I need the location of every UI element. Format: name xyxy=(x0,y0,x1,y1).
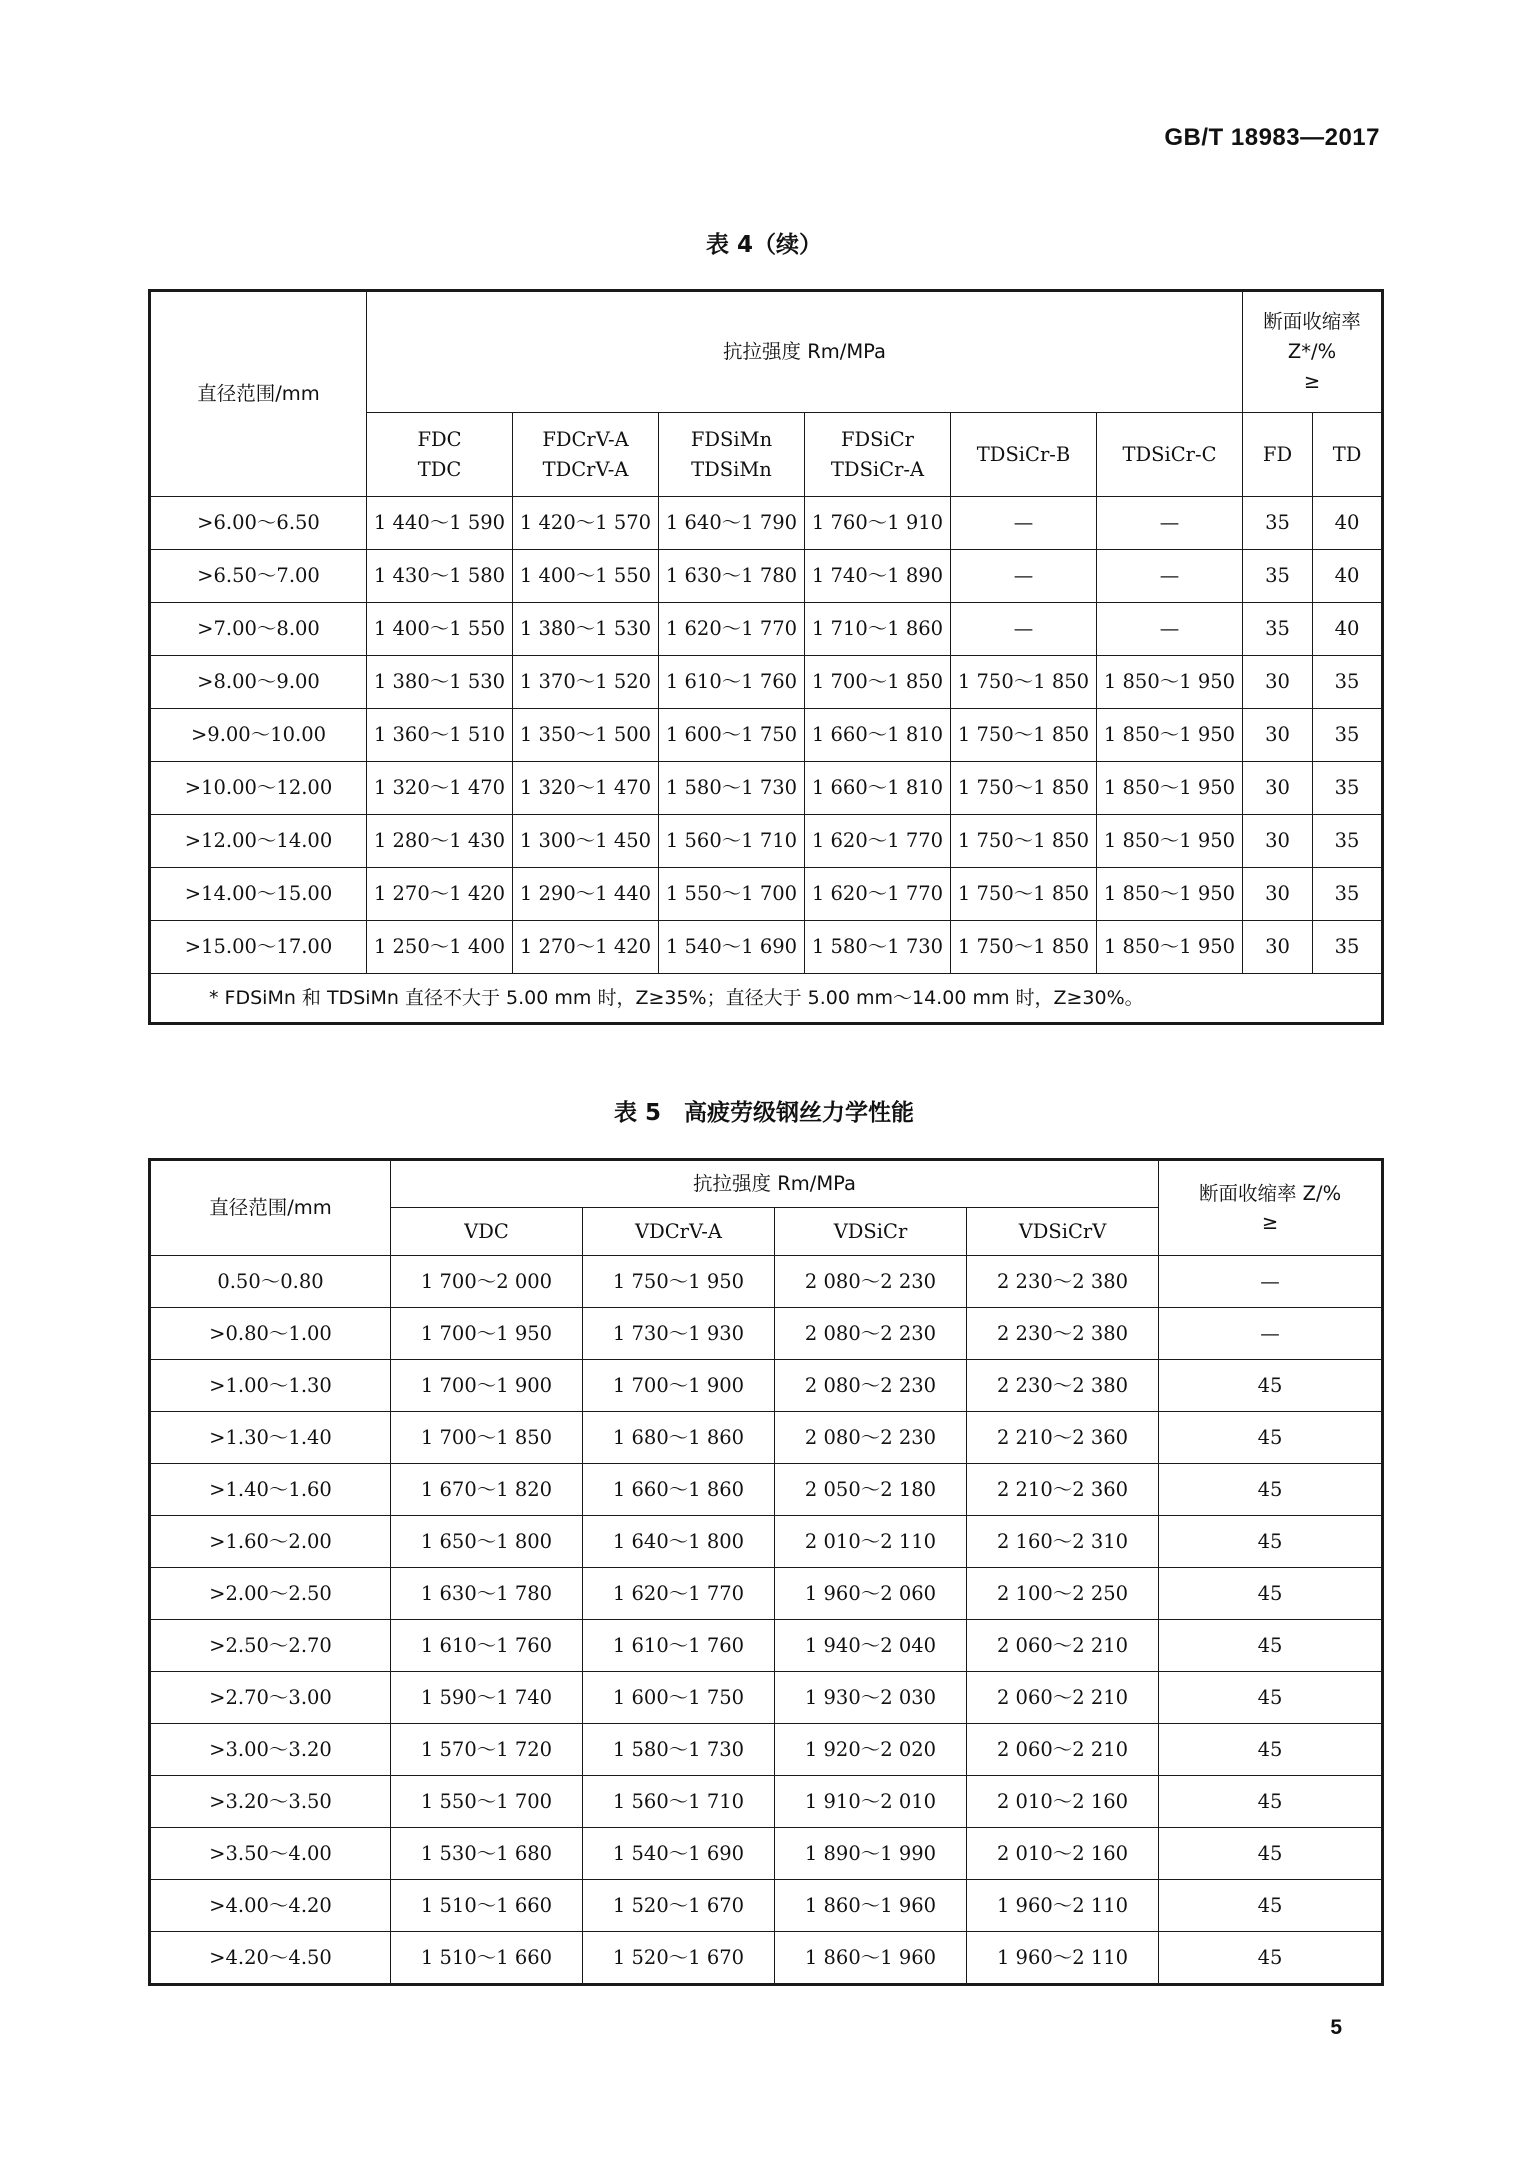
value-cell: 2 230～2 380 xyxy=(967,1360,1159,1412)
grade-header: VDC xyxy=(391,1208,583,1256)
value-cell: 1 570～1 720 xyxy=(391,1724,583,1776)
table-row xyxy=(150,1516,1383,1568)
diameter-cell: >2.00～2.50 xyxy=(150,1568,391,1620)
value-cell: 1 750～1 850 xyxy=(951,815,1097,868)
table4 xyxy=(148,289,1384,1025)
value-cell: 1 270～1 420 xyxy=(513,921,659,974)
value-cell: 1 290～1 440 xyxy=(513,868,659,921)
value-cell: 40 xyxy=(1313,603,1383,656)
value-cell: 1 850～1 950 xyxy=(1097,709,1243,762)
value-cell: 1 650～1 800 xyxy=(391,1516,583,1568)
table-row xyxy=(150,1412,1383,1464)
value-cell: 45 xyxy=(1159,1828,1383,1880)
value-cell: 1 680～1 860 xyxy=(583,1412,775,1464)
value-cell: 1 750～1 850 xyxy=(951,762,1097,815)
value-cell: 2 100～2 250 xyxy=(967,1568,1159,1620)
value-cell: 1 860～1 960 xyxy=(775,1932,967,1985)
value-cell: 1 580～1 730 xyxy=(805,921,951,974)
value-cell: — xyxy=(951,550,1097,603)
value-cell: 35 xyxy=(1243,550,1313,603)
diameter-cell: >2.50～2.70 xyxy=(150,1620,391,1672)
value-cell: 2 080～2 230 xyxy=(775,1412,967,1464)
value-cell: 1 610～1 760 xyxy=(583,1620,775,1672)
value-cell: 1 380～1 530 xyxy=(367,656,513,709)
value-cell: 1 400～1 550 xyxy=(513,550,659,603)
reduction-col-header: TD xyxy=(1313,413,1383,497)
value-cell: 1 360～1 510 xyxy=(367,709,513,762)
value-cell: 45 xyxy=(1159,1360,1383,1412)
page-number: 5 xyxy=(1330,2016,1342,2039)
value-cell: 1 890～1 990 xyxy=(775,1828,967,1880)
diameter-header: 直径范围/mm xyxy=(150,291,367,497)
value-cell: 2 060～2 210 xyxy=(967,1620,1159,1672)
diameter-cell: >1.60～2.00 xyxy=(150,1516,391,1568)
table-row xyxy=(150,1568,1383,1620)
value-cell: 30 xyxy=(1243,762,1313,815)
value-cell: 1 750～1 850 xyxy=(951,868,1097,921)
grade-header xyxy=(951,413,1097,497)
value-cell: 1 920～2 020 xyxy=(775,1724,967,1776)
diameter-cell: >9.00～10.00 xyxy=(150,709,367,762)
value-cell: 1 610～1 760 xyxy=(659,656,805,709)
value-cell: — xyxy=(1159,1308,1383,1360)
diameter-cell: >1.00～1.30 xyxy=(150,1360,391,1412)
table-row xyxy=(150,1672,1383,1724)
value-cell: 1 620～1 770 xyxy=(659,603,805,656)
value-cell: 1 540～1 690 xyxy=(659,921,805,974)
value-cell: 1 430～1 580 xyxy=(367,550,513,603)
diameter-cell: >2.70～3.00 xyxy=(150,1672,391,1724)
value-cell: 1 610～1 760 xyxy=(391,1620,583,1672)
value-cell: 35 xyxy=(1313,815,1383,868)
value-cell: 1 580～1 730 xyxy=(659,762,805,815)
grade-label: FDC xyxy=(417,428,462,452)
grade-header xyxy=(513,413,659,497)
value-cell: 1 550～1 700 xyxy=(391,1776,583,1828)
reduction-header: 断面收缩率 Z*/% ≥ xyxy=(1243,291,1383,413)
value-cell: 1 600～1 750 xyxy=(659,709,805,762)
value-cell: 1 320～1 470 xyxy=(513,762,659,815)
value-cell: — xyxy=(951,603,1097,656)
value-cell: 1 640～1 800 xyxy=(583,1516,775,1568)
table-row xyxy=(150,1724,1383,1776)
value-cell: 45 xyxy=(1159,1724,1383,1776)
value-cell: 1 850～1 950 xyxy=(1097,656,1243,709)
value-cell: 1 750～1 850 xyxy=(951,709,1097,762)
value-cell: 1 550～1 700 xyxy=(659,868,805,921)
table-row xyxy=(150,603,1383,656)
value-cell: 2 010～2 160 xyxy=(967,1776,1159,1828)
strength-header: 抗拉强度 Rm/MPa xyxy=(391,1160,1159,1208)
diameter-cell: >7.00～8.00 xyxy=(150,603,367,656)
value-cell: 2 060～2 210 xyxy=(967,1672,1159,1724)
value-cell: 1 510～1 660 xyxy=(391,1932,583,1985)
value-cell: 1 860～1 960 xyxy=(775,1880,967,1932)
grade-header: VDCrV-A xyxy=(583,1208,775,1256)
value-cell: 1 700～1 850 xyxy=(805,656,951,709)
value-cell: 1 910～2 010 xyxy=(775,1776,967,1828)
value-cell: 2 210～2 360 xyxy=(967,1412,1159,1464)
value-cell: 45 xyxy=(1159,1412,1383,1464)
value-cell: 2 210～2 360 xyxy=(967,1464,1159,1516)
value-cell: 1 320～1 470 xyxy=(367,762,513,815)
table5 xyxy=(148,1158,1384,1986)
grade-label: TDSiCr-C xyxy=(1122,442,1217,466)
table-row xyxy=(150,550,1383,603)
value-cell: 45 xyxy=(1159,1880,1383,1932)
footnote: * FDSiMn 和 TDSiMn 直径不大于 5.00 mm 时，Z≥35%；直径大于 5.00 mm～14.00 mm 时，Z≥30%。 xyxy=(150,974,1383,1024)
value-cell: 1 700～1 900 xyxy=(583,1360,775,1412)
diameter-cell: >8.00～9.00 xyxy=(150,656,367,709)
value-cell: 45 xyxy=(1159,1620,1383,1672)
grade-label: FDCrV-A xyxy=(542,428,629,452)
value-cell: 1 250～1 400 xyxy=(367,921,513,974)
value-cell: 30 xyxy=(1243,868,1313,921)
value-cell: 35 xyxy=(1243,603,1313,656)
value-cell: 40 xyxy=(1313,497,1383,550)
value-cell: 1 560～1 710 xyxy=(583,1776,775,1828)
grade-header xyxy=(805,413,951,497)
value-cell: 1 520～1 670 xyxy=(583,1932,775,1985)
value-cell: 1 530～1 680 xyxy=(391,1828,583,1880)
value-cell: 1 750～1 950 xyxy=(583,1256,775,1308)
value-cell: 1 960～2 110 xyxy=(967,1880,1159,1932)
standard-number: GB/T 18983—2017 xyxy=(1164,124,1380,151)
value-cell: 2 230～2 380 xyxy=(967,1308,1159,1360)
value-cell: 2 160～2 310 xyxy=(967,1516,1159,1568)
value-cell: 2 080～2 230 xyxy=(775,1256,967,1308)
value-cell: 2 050～2 180 xyxy=(775,1464,967,1516)
value-cell: 1 620～1 770 xyxy=(805,815,951,868)
value-cell: 1 700～1 850 xyxy=(391,1412,583,1464)
value-cell: 35 xyxy=(1313,656,1383,709)
value-cell: 1 850～1 950 xyxy=(1097,815,1243,868)
table-row xyxy=(150,1464,1383,1516)
diameter-cell: 0.50～0.80 xyxy=(150,1256,391,1308)
value-cell: 1 750～1 850 xyxy=(951,921,1097,974)
table-row xyxy=(150,921,1383,974)
value-cell: 35 xyxy=(1313,921,1383,974)
table-row xyxy=(150,1776,1383,1828)
grade-label: TDCrV-A xyxy=(542,457,629,481)
value-cell: 45 xyxy=(1159,1932,1383,1985)
value-cell: 1 850～1 950 xyxy=(1097,868,1243,921)
strength-header: 抗拉强度 Rm/MPa xyxy=(367,291,1243,413)
value-cell: 1 660～1 810 xyxy=(805,709,951,762)
value-cell: 2 080～2 230 xyxy=(775,1360,967,1412)
value-cell: 45 xyxy=(1159,1516,1383,1568)
table4-caption: 表 4（续） xyxy=(705,232,822,258)
diameter-cell: >3.50～4.00 xyxy=(150,1828,391,1880)
table-row xyxy=(150,762,1383,815)
reduction-header: 断面收缩率 Z/% ≥ xyxy=(1159,1160,1383,1256)
table-row xyxy=(150,709,1383,762)
value-cell: 1 940～2 040 xyxy=(775,1620,967,1672)
grade-label: TDC xyxy=(417,457,462,481)
table-row xyxy=(150,1828,1383,1880)
value-cell: — xyxy=(951,497,1097,550)
diameter-cell: >3.00～3.20 xyxy=(150,1724,391,1776)
value-cell: 1 560～1 710 xyxy=(659,815,805,868)
table-row xyxy=(150,656,1383,709)
value-cell: 1 700～1 900 xyxy=(391,1360,583,1412)
table5-caption: 表 5 高疲劳级钢丝力学性能 xyxy=(613,1100,914,1126)
diameter-cell: >0.80～1.00 xyxy=(150,1308,391,1360)
diameter-cell: >6.50～7.00 xyxy=(150,550,367,603)
diameter-cell: >1.30～1.40 xyxy=(150,1412,391,1464)
value-cell: 1 930～2 030 xyxy=(775,1672,967,1724)
value-cell: 45 xyxy=(1159,1776,1383,1828)
diameter-cell: >14.00～15.00 xyxy=(150,868,367,921)
value-cell: 35 xyxy=(1313,709,1383,762)
value-cell: 1 850～1 950 xyxy=(1097,762,1243,815)
value-cell: 1 700～2 000 xyxy=(391,1256,583,1308)
table-row xyxy=(150,1932,1383,1985)
value-cell: 35 xyxy=(1313,762,1383,815)
value-cell: 1 670～1 820 xyxy=(391,1464,583,1516)
value-cell: — xyxy=(1097,497,1243,550)
value-cell: 2 060～2 210 xyxy=(967,1724,1159,1776)
diameter-cell: >3.20～3.50 xyxy=(150,1776,391,1828)
diameter-cell: >6.00～6.50 xyxy=(150,497,367,550)
value-cell: 1 750～1 850 xyxy=(951,656,1097,709)
value-cell: 1 710～1 860 xyxy=(805,603,951,656)
diameter-cell: >4.20～4.50 xyxy=(150,1932,391,1985)
value-cell: 1 590～1 740 xyxy=(391,1672,583,1724)
value-cell: 1 510～1 660 xyxy=(391,1880,583,1932)
value-cell: 1 760～1 910 xyxy=(805,497,951,550)
table-row xyxy=(150,868,1383,921)
value-cell: 2 080～2 230 xyxy=(775,1308,967,1360)
grade-label: TDSiCr-A xyxy=(830,457,925,481)
table-row xyxy=(150,1256,1383,1308)
value-cell: 30 xyxy=(1243,815,1313,868)
value-cell: 1 440～1 590 xyxy=(367,497,513,550)
value-cell: 35 xyxy=(1313,868,1383,921)
value-cell: 45 xyxy=(1159,1464,1383,1516)
value-cell: — xyxy=(1097,550,1243,603)
table-row xyxy=(150,1308,1383,1360)
value-cell: 1 280～1 430 xyxy=(367,815,513,868)
grade-header: VDSiCr xyxy=(775,1208,967,1256)
grade-header xyxy=(367,413,513,497)
diameter-cell: >4.00～4.20 xyxy=(150,1880,391,1932)
value-cell: 1 620～1 770 xyxy=(805,868,951,921)
value-cell: 1 660～1 860 xyxy=(583,1464,775,1516)
value-cell: 1 600～1 750 xyxy=(583,1672,775,1724)
table-row xyxy=(150,1620,1383,1672)
grade-label: TDSiMn xyxy=(691,457,772,481)
value-cell: 1 370～1 520 xyxy=(513,656,659,709)
value-cell: 2 010～2 160 xyxy=(967,1828,1159,1880)
value-cell: 1 350～1 500 xyxy=(513,709,659,762)
value-cell: 1 520～1 670 xyxy=(583,1880,775,1932)
value-cell: — xyxy=(1159,1256,1383,1308)
value-cell: 1 420～1 570 xyxy=(513,497,659,550)
value-cell: 1 300～1 450 xyxy=(513,815,659,868)
value-cell: 30 xyxy=(1243,656,1313,709)
table-row xyxy=(150,497,1383,550)
value-cell: 1 960～2 110 xyxy=(967,1932,1159,1985)
value-cell: 40 xyxy=(1313,550,1383,603)
diameter-cell: >1.40～1.60 xyxy=(150,1464,391,1516)
diameter-cell: >10.00～12.00 xyxy=(150,762,367,815)
value-cell: 45 xyxy=(1159,1672,1383,1724)
table-row xyxy=(150,1360,1383,1412)
value-cell: 1 630～1 780 xyxy=(391,1568,583,1620)
grade-label: FDSiCr xyxy=(840,428,914,452)
value-cell: 1 630～1 780 xyxy=(659,550,805,603)
grade-header xyxy=(659,413,805,497)
grade-header: VDSiCrV xyxy=(967,1208,1159,1256)
value-cell: 1 850～1 950 xyxy=(1097,921,1243,974)
reduction-col-header: FD xyxy=(1243,413,1313,497)
grade-header xyxy=(1097,413,1243,497)
value-cell: 1 740～1 890 xyxy=(805,550,951,603)
value-cell: 1 380～1 530 xyxy=(513,603,659,656)
value-cell: 35 xyxy=(1243,497,1313,550)
diameter-cell: >12.00～14.00 xyxy=(150,815,367,868)
value-cell: 1 700～1 950 xyxy=(391,1308,583,1360)
value-cell: 1 620～1 770 xyxy=(583,1568,775,1620)
value-cell: 1 540～1 690 xyxy=(583,1828,775,1880)
value-cell: 1 660～1 810 xyxy=(805,762,951,815)
value-cell: 1 960～2 060 xyxy=(775,1568,967,1620)
value-cell: 2 010～2 110 xyxy=(775,1516,967,1568)
table-row xyxy=(150,1880,1383,1932)
grade-label: TDSiCr-B xyxy=(976,442,1071,466)
grade-label: FDSiMn xyxy=(690,428,773,452)
value-cell: 1 270～1 420 xyxy=(367,868,513,921)
value-cell: 1 730～1 930 xyxy=(583,1308,775,1360)
table-row xyxy=(150,815,1383,868)
diameter-cell: >15.00～17.00 xyxy=(150,921,367,974)
value-cell: 45 xyxy=(1159,1568,1383,1620)
value-cell: 30 xyxy=(1243,921,1313,974)
value-cell: — xyxy=(1097,603,1243,656)
diameter-header: 直径范围/mm xyxy=(150,1160,391,1256)
value-cell: 2 230～2 380 xyxy=(967,1256,1159,1308)
value-cell: 30 xyxy=(1243,709,1313,762)
value-cell: 1 580～1 730 xyxy=(583,1724,775,1776)
value-cell: 1 640～1 790 xyxy=(659,497,805,550)
value-cell: 1 400～1 550 xyxy=(367,603,513,656)
footnote-row xyxy=(150,974,1383,1024)
